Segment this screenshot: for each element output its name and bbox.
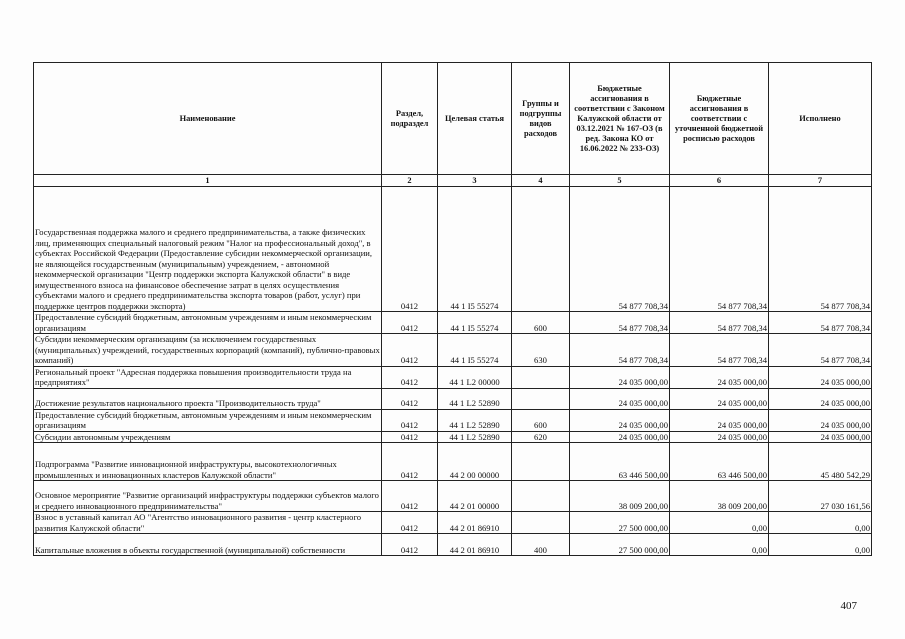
row-revised-amount: 24 035 000,00 [670, 431, 769, 443]
row-done-amount: 54 877 708,34 [769, 312, 872, 334]
header-razdel: Раздел, подраздел [382, 63, 438, 175]
header-done: Исполнено [769, 63, 872, 175]
column-number: 1 [34, 175, 382, 187]
column-number: 4 [512, 175, 570, 187]
budget-table [33, 62, 872, 556]
header-article: Целевая статья [438, 63, 512, 175]
header-groups: Группы и подгруппы видов расходов [512, 63, 570, 175]
header-revised: Бюджетные ассигнования в соответствии с уточненной бюджетной росписью расходов [670, 63, 769, 175]
row-name: Субсидии автономным учреждениям [34, 431, 382, 443]
row-group [512, 481, 570, 512]
table-row [34, 366, 872, 388]
row-razdel: 0412 [382, 512, 438, 534]
table-row [34, 409, 872, 431]
row-name: Региональный проект "Адресная поддержка повышения производительности труда на предприятиях" [34, 366, 382, 388]
row-done-amount: 27 030 161,56 [769, 481, 872, 512]
row-law-amount: 24 035 000,00 [570, 388, 670, 409]
row-done-amount: 24 035 000,00 [769, 431, 872, 443]
row-name: Взнос в уставный капитал АО "Агентство инновационного развития - центр кластерного развития Калужской области" [34, 512, 382, 534]
row-razdel: 0412 [382, 481, 438, 512]
row-revised-amount: 0,00 [670, 512, 769, 534]
row-razdel: 0412 [382, 312, 438, 334]
row-law-amount: 54 877 708,34 [570, 312, 670, 334]
row-done-amount: 24 035 000,00 [769, 409, 872, 431]
row-article: 44 1 I5 55274 [438, 334, 512, 367]
header-law: Бюджетные ассигнования в соответствии с Законом Калужской области от 03.12.2021 № 167-ОЗ (в ред. Закона КО от 16.06.2022 № 233-ОЗ) [570, 63, 670, 175]
row-law-amount: 27 500 000,00 [570, 534, 670, 556]
row-article: 44 1 L2 00000 [438, 366, 512, 388]
row-revised-amount: 63 446 500,00 [670, 443, 769, 481]
row-group: 400 [512, 534, 570, 556]
row-article: 44 2 00 00000 [438, 443, 512, 481]
row-law-amount: 38 009 200,00 [570, 481, 670, 512]
row-done-amount: 45 480 542,29 [769, 443, 872, 481]
row-group [512, 187, 570, 312]
row-razdel: 0412 [382, 534, 438, 556]
column-number: 3 [438, 175, 512, 187]
row-law-amount: 24 035 000,00 [570, 366, 670, 388]
row-revised-amount: 38 009 200,00 [670, 481, 769, 512]
row-article: 44 1 L2 52890 [438, 409, 512, 431]
column-number: 2 [382, 175, 438, 187]
row-name: Основное мероприятие "Развитие организаций инфраструктуры поддержки субъектов малого и среднего инновационного предпринимательства" [34, 481, 382, 512]
table-row [34, 431, 872, 443]
row-article: 44 1 I5 55274 [438, 187, 512, 312]
row-done-amount: 0,00 [769, 512, 872, 534]
row-razdel: 0412 [382, 366, 438, 388]
row-done-amount: 24 035 000,00 [769, 388, 872, 409]
row-revised-amount: 24 035 000,00 [670, 409, 769, 431]
row-group [512, 443, 570, 481]
row-name: Предоставление субсидий бюджетным, автономным учреждениям и иным некоммерческим организациям [34, 312, 382, 334]
row-razdel: 0412 [382, 388, 438, 409]
row-article: 44 1 L2 52890 [438, 388, 512, 409]
table-row [34, 534, 872, 556]
row-article: 44 1 I5 55274 [438, 312, 512, 334]
row-law-amount: 27 500 000,00 [570, 512, 670, 534]
row-razdel: 0412 [382, 443, 438, 481]
header-name: Наименование [34, 63, 382, 175]
page-number: 407 [840, 600, 857, 612]
row-law-amount: 24 035 000,00 [570, 409, 670, 431]
column-number: 5 [570, 175, 670, 187]
row-razdel: 0412 [382, 431, 438, 443]
row-article: 44 2 01 86910 [438, 512, 512, 534]
row-revised-amount: 54 877 708,34 [670, 334, 769, 367]
row-razdel: 0412 [382, 334, 438, 367]
row-done-amount: 24 035 000,00 [769, 366, 872, 388]
header-row [34, 63, 872, 175]
row-name: Субсидии некоммерческим организациям (за исключением государственных (муниципальных) учреждений, государственных корпораций (компаний), публично-правовых компаний) [35, 334, 380, 365]
row-group: 600 [512, 409, 570, 431]
row-group [512, 366, 570, 388]
row-group [512, 512, 570, 534]
row-law-amount: 63 446 500,00 [570, 443, 670, 481]
row-done-amount: 54 877 708,34 [769, 334, 872, 367]
table-body [34, 187, 872, 556]
row-law-amount: 54 877 708,34 [570, 334, 670, 367]
column-numbers-row [34, 175, 872, 187]
row-revised-amount: 24 035 000,00 [670, 388, 769, 409]
column-number: 6 [670, 175, 769, 187]
row-name: Достижение результатов национального проекта "Производительность труда" [34, 388, 382, 409]
row-revised-amount: 54 877 708,34 [670, 312, 769, 334]
row-revised-amount: 24 035 000,00 [670, 366, 769, 388]
table-row [34, 512, 872, 534]
row-name: Предоставление субсидий бюджетным, автономным учреждениям и иным некоммерческим организациям [34, 409, 382, 431]
table-row [34, 481, 872, 512]
table-row [34, 334, 872, 367]
table-row [34, 187, 872, 312]
table-row [34, 443, 872, 481]
row-group: 600 [512, 312, 570, 334]
row-name: Подпрограмма "Развитие инновационной инфраструктуры, высокотехнологичных промышленных и инновационных кластеров Калужской области" [34, 443, 382, 481]
row-law-amount: 54 877 708,34 [570, 187, 670, 312]
table-row [34, 388, 872, 409]
row-razdel: 0412 [382, 187, 438, 312]
row-name: Государственная поддержка малого и среднего предпринимательства, а также физических лиц, применяющих специальный налоговый режим "Налог на профессиональный доход", в субъектах Российской Федерации (Предоставление субсидии некоммерческой организации, не являющейся государственным (муниципальным) учреждением, - автономной некоммерческой организации "Центр поддержки экспорта Калужской области" в виде имущественного взноса на финансовое обеспечение затрат в целях осуществления субъектами малого и среднего предпринимательства экспорта товаров (работ, услуг) при поддержке центров поддержки экспорта) [34, 187, 382, 312]
row-article: 44 1 L2 52890 [438, 431, 512, 443]
row-revised-amount: 54 877 708,34 [670, 187, 769, 312]
column-number: 7 [769, 175, 872, 187]
row-law-amount: 24 035 000,00 [570, 431, 670, 443]
table-row [34, 312, 872, 334]
row-revised-amount: 0,00 [670, 534, 769, 556]
row-group [512, 388, 570, 409]
row-group: 620 [512, 431, 570, 443]
row-razdel: 0412 [382, 409, 438, 431]
row-group: 630 [512, 334, 570, 367]
row-done-amount: 0,00 [769, 534, 872, 556]
row-article: 44 2 01 86910 [438, 534, 512, 556]
row-article: 44 2 01 00000 [438, 481, 512, 512]
row-name: Капитальные вложения в объекты государственной (муниципальной) собственности [34, 534, 382, 556]
row-done-amount: 54 877 708,34 [769, 187, 872, 312]
